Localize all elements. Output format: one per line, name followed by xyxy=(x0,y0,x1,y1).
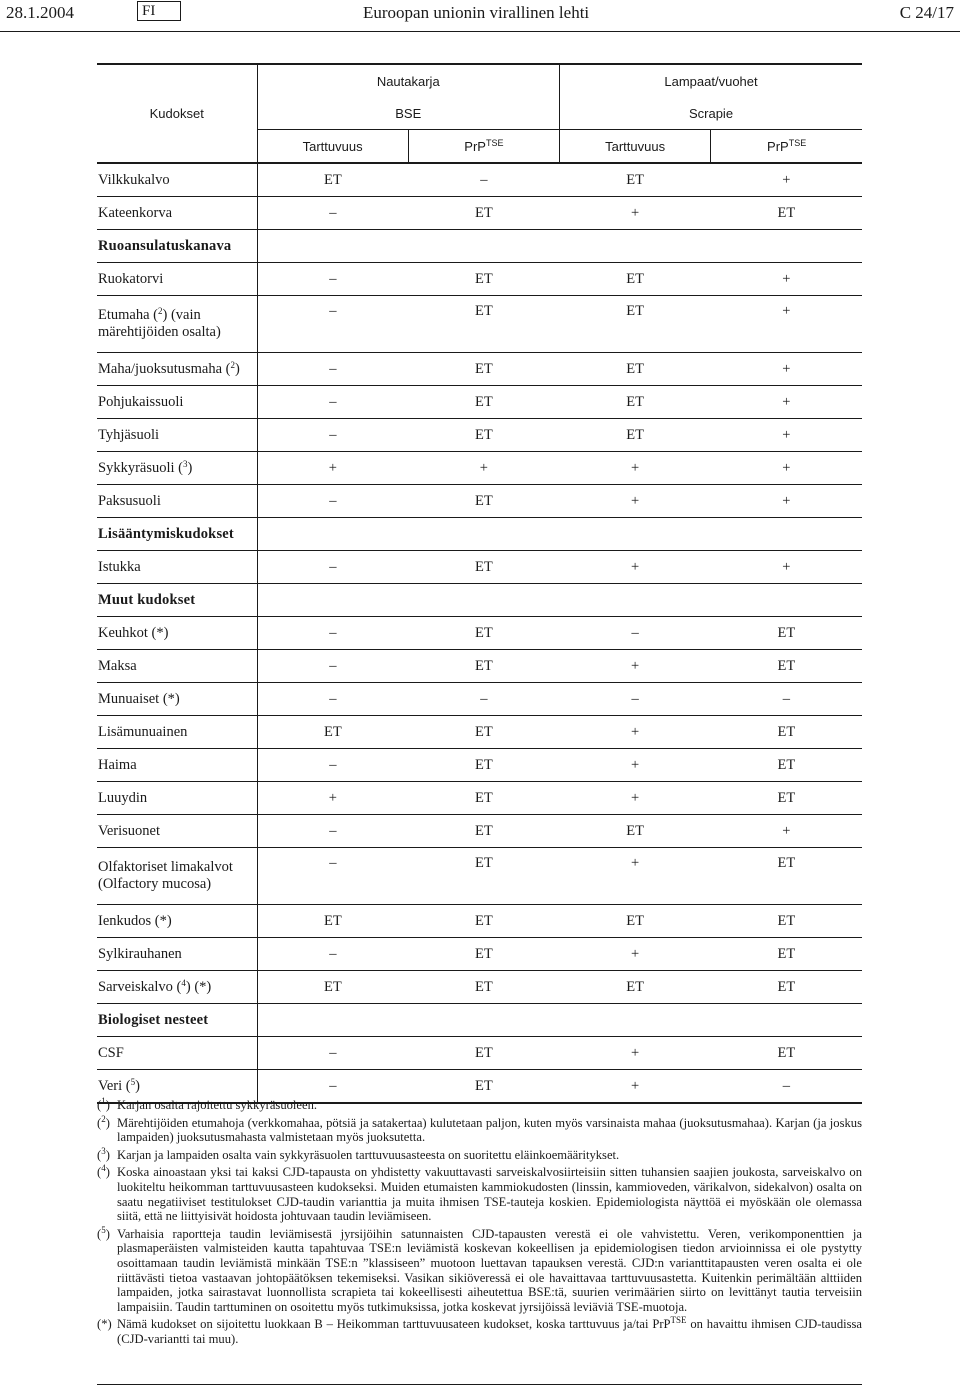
value-cell: ET xyxy=(408,782,559,815)
tissue-label: CSF xyxy=(97,1037,257,1070)
value-cell: + xyxy=(560,197,711,230)
empty-cell xyxy=(711,230,862,263)
footnote xyxy=(97,1317,862,1346)
tissue-label: Ruokatorvi xyxy=(97,263,257,296)
value-cell: – xyxy=(560,617,711,650)
tissue-label: Verisuonet xyxy=(97,815,257,848)
value-cell: – xyxy=(257,386,408,419)
tissue-label: Sarveiskalvo ($^4$) (*) xyxy=(97,971,257,1004)
table-row xyxy=(97,485,862,518)
value-cell: ET xyxy=(408,938,559,971)
empty-cell xyxy=(408,230,559,263)
value-cell: ET xyxy=(711,716,862,749)
value-cell: – xyxy=(257,263,408,296)
header-prp-sheep: PrP$^{TSE}$ xyxy=(711,130,862,164)
value-cell: ET xyxy=(257,716,408,749)
value-cell: + xyxy=(711,296,862,353)
value-cell: ET xyxy=(408,419,559,452)
value-cell: + xyxy=(560,485,711,518)
section-row xyxy=(97,230,862,263)
value-cell: + xyxy=(560,551,711,584)
footnote-marker: ($^5$) xyxy=(97,1224,110,1241)
value-cell: + xyxy=(711,263,862,296)
tissue-label: Maha/juoksutusmaha ($^2$) xyxy=(97,353,257,386)
value-cell: ET xyxy=(408,1037,559,1070)
value-cell: + xyxy=(711,163,862,197)
value-cell: ET xyxy=(408,296,559,353)
value-cell: ET xyxy=(711,617,862,650)
value-cell: – xyxy=(257,485,408,518)
footnote xyxy=(97,1098,862,1113)
tissue-label: Munuaiset (*) xyxy=(97,683,257,716)
value-cell: + xyxy=(560,1070,711,1104)
value-cell: – xyxy=(257,419,408,452)
section-row xyxy=(97,518,862,551)
value-cell: ET xyxy=(560,419,711,452)
value-cell: + xyxy=(560,848,711,905)
table-row xyxy=(97,551,862,584)
tissue-label: Lisämunuainen xyxy=(97,716,257,749)
section-row xyxy=(97,584,862,617)
table-row xyxy=(97,683,862,716)
value-cell: ET xyxy=(560,386,711,419)
value-cell: ET xyxy=(408,905,559,938)
empty-cell xyxy=(257,518,408,551)
value-cell: ET xyxy=(408,749,559,782)
footnote-text: Karjan ja lampaiden osalta vain sykkyräsuolen tarttuvuusasteesta on suoritettu eläinkoemääritykset. xyxy=(117,1147,620,1162)
footnotes xyxy=(97,1098,862,1350)
value-cell: ET xyxy=(408,551,559,584)
tissue-label: Etumaha ($^2$) (vain märehtijöiden osalta) xyxy=(97,296,257,353)
tissue-label: Sykkyräsuoli ($^3$) xyxy=(97,452,257,485)
value-cell: ET xyxy=(408,1070,559,1104)
table-row xyxy=(97,971,862,1004)
value-cell: – xyxy=(257,815,408,848)
table-row xyxy=(97,617,862,650)
table-row xyxy=(97,197,862,230)
value-cell: ET xyxy=(408,971,559,1004)
table-row xyxy=(97,716,862,749)
value-cell: ET xyxy=(560,353,711,386)
section-row xyxy=(97,1004,862,1037)
tissue-label: Tyhjäsuoli xyxy=(97,419,257,452)
value-cell: + xyxy=(257,782,408,815)
page-header xyxy=(0,0,960,30)
footnote-marker: ($^2$) xyxy=(97,1113,110,1130)
value-cell: ET xyxy=(711,905,862,938)
empty-cell xyxy=(711,518,862,551)
table-row xyxy=(97,650,862,683)
value-cell: ET xyxy=(408,353,559,386)
issue-date: 28.1.2004 xyxy=(6,3,74,22)
value-cell: + xyxy=(408,452,559,485)
value-cell: – xyxy=(257,617,408,650)
table-body xyxy=(97,163,862,1103)
value-cell: ET xyxy=(257,905,408,938)
table-row xyxy=(97,815,862,848)
value-cell: + xyxy=(711,485,862,518)
value-cell: + xyxy=(711,353,862,386)
value-cell: – xyxy=(257,551,408,584)
value-cell: ET xyxy=(711,650,862,683)
footnote xyxy=(97,1113,862,1145)
header-sheep: Lampaat/vuohet xyxy=(560,64,863,97)
value-cell: ET xyxy=(408,263,559,296)
tissue-label: Haima xyxy=(97,749,257,782)
value-cell: – xyxy=(257,683,408,716)
value-cell: – xyxy=(560,683,711,716)
empty-cell xyxy=(408,518,559,551)
value-cell: + xyxy=(711,419,862,452)
value-cell: ET xyxy=(560,263,711,296)
section-label: Lisääntymiskudokset xyxy=(97,518,257,551)
section-label: Biologiset nesteet xyxy=(97,1004,257,1037)
value-cell: + xyxy=(560,716,711,749)
empty-cell xyxy=(711,1004,862,1037)
tissue-label: Paksusuoli xyxy=(97,485,257,518)
empty-cell xyxy=(408,584,559,617)
table-row xyxy=(97,782,862,815)
value-cell: – xyxy=(408,683,559,716)
table-row xyxy=(97,386,862,419)
value-cell: ET xyxy=(408,617,559,650)
table-row xyxy=(97,938,862,971)
table-row xyxy=(97,419,862,452)
value-cell: ET xyxy=(408,197,559,230)
footnote-text: Märehtijöiden etumahoja (verkkomahaa, pötsiä ja satakertaa) kulutetaan paljon, kuten myös varsinaista mahaa (juoksutusmahaa). Karjan (ja joskus lampaiden) juoksutusmahasta valmistetaan myös juoksutetta. xyxy=(117,1115,862,1145)
value-cell: – xyxy=(257,296,408,353)
header-prp-cattle: PrP$^{TSE}$ xyxy=(408,130,559,164)
tissue-label: Olfaktoriset limakalvot (Olfactory mucosa) xyxy=(97,848,257,905)
header-infectivity-sheep: Tarttuvuus xyxy=(560,130,711,164)
value-cell: – xyxy=(711,1070,862,1104)
value-cell: + xyxy=(711,386,862,419)
page-number: C 24/17 xyxy=(899,3,954,22)
footnote xyxy=(97,1165,862,1223)
header-scrapie: Scrapie xyxy=(560,97,863,130)
value-cell: ET xyxy=(257,971,408,1004)
value-cell: ET xyxy=(257,163,408,197)
value-cell: ET xyxy=(408,650,559,683)
empty-cell xyxy=(560,518,711,551)
value-cell: – xyxy=(408,163,559,197)
footnote xyxy=(97,1224,862,1315)
table-row xyxy=(97,296,862,353)
value-cell: ET xyxy=(711,971,862,1004)
value-cell: ET xyxy=(560,971,711,1004)
tissue-infectivity-table xyxy=(97,63,862,1104)
header-rule xyxy=(0,31,960,32)
value-cell: ET xyxy=(408,386,559,419)
value-cell: ET xyxy=(560,163,711,197)
tissue-label: Veri ($^5$) xyxy=(97,1070,257,1104)
tissue-label: Luuydin xyxy=(97,782,257,815)
value-cell: – xyxy=(257,353,408,386)
footnote-marker: (*) xyxy=(97,1317,112,1332)
section-label: Muut kudokset xyxy=(97,584,257,617)
empty-cell xyxy=(257,584,408,617)
value-cell: – xyxy=(257,197,408,230)
empty-cell xyxy=(408,1004,559,1037)
table-row xyxy=(97,353,862,386)
tissue-label: Pohjukaissuoli xyxy=(97,386,257,419)
journal-title: Euroopan unionin virallinen lehti xyxy=(363,3,590,22)
empty-cell xyxy=(560,584,711,617)
value-cell: ET xyxy=(711,1037,862,1070)
header-bse: BSE xyxy=(257,97,560,130)
tissue-label: Keuhkot (*) xyxy=(97,617,257,650)
value-cell: + xyxy=(560,782,711,815)
value-cell: – xyxy=(257,650,408,683)
value-cell: + xyxy=(560,452,711,485)
table-row xyxy=(97,848,862,905)
value-cell: – xyxy=(257,749,408,782)
value-cell: + xyxy=(711,551,862,584)
footnote-text: Nämä kudokset on sijoitettu luokkaan B – Heikomman tarttuvuusateen kudokset, koska tarttuvuus ja/tai PrP$^{TSE}$ on havaittu ihmisen CJD-taudissa (CJD-variantti tai muu). xyxy=(117,1315,863,1346)
value-cell: – xyxy=(711,683,862,716)
tissue-label: Kateenkorva xyxy=(97,197,257,230)
empty-cell xyxy=(711,584,862,617)
footnote-marker: ($^4$) xyxy=(97,1163,110,1180)
value-cell: ET xyxy=(711,749,862,782)
bottom-rule xyxy=(97,1384,862,1385)
value-cell: ET xyxy=(408,848,559,905)
table-row xyxy=(97,1037,862,1070)
table-row xyxy=(97,452,862,485)
tissue-label: Istukka xyxy=(97,551,257,584)
value-cell: – xyxy=(257,848,408,905)
value-cell: + xyxy=(560,938,711,971)
tissue-label: Vilkkukalvo xyxy=(97,163,257,197)
table-row xyxy=(97,905,862,938)
value-cell: ET xyxy=(560,815,711,848)
footnote-text: Karjan osalta rajoitettu sykkyräsuoleen. xyxy=(117,1098,318,1112)
value-cell: ET xyxy=(408,485,559,518)
value-cell: + xyxy=(257,452,408,485)
value-cell: ET xyxy=(711,938,862,971)
value-cell: ET xyxy=(711,782,862,815)
value-cell: + xyxy=(711,452,862,485)
value-cell: ET xyxy=(408,815,559,848)
footnote-text: Koska ainoastaan yksi tai kaksi CJD-tapausta on yhdistetty vakuuttavasti sarveiskalvosiirteisiin sitten tuhansien saajien joukosta, sarveiskalvo on luokiteltu heikomman tarttuvuusasteen kudokseksi. Muiden etumaisten kammiokudosten (linssin, kammioveden, värikalvon, sidekalvon) osalta on saatu negatiiviset testitulokset CJD-taudin varianttia ja muita ihmisen TSE-tauteja koskien. Epidemiologista näyttöä ei myöskään ole olemassa siitä, että ne liittyisivät hoidosta johtuvaan taudin leviämiseen. xyxy=(117,1165,862,1224)
footnote-marker: ($^3$) xyxy=(97,1145,110,1162)
value-cell: ET xyxy=(711,197,862,230)
value-cell: ET xyxy=(560,905,711,938)
table-row xyxy=(97,263,862,296)
value-cell: + xyxy=(560,650,711,683)
footnote xyxy=(97,1145,862,1163)
value-cell: ET xyxy=(711,848,862,905)
value-cell: ET xyxy=(560,296,711,353)
table-row xyxy=(97,163,862,197)
value-cell: – xyxy=(257,1037,408,1070)
header-tissue: Kudokset xyxy=(97,64,257,163)
value-cell: + xyxy=(560,1037,711,1070)
value-cell: + xyxy=(711,815,862,848)
value-cell: ET xyxy=(408,716,559,749)
header-cattle: Nautakarja xyxy=(257,64,560,97)
empty-cell xyxy=(257,1004,408,1037)
footnote-marker: ($^1$) xyxy=(97,1096,110,1112)
language-box: FI xyxy=(137,1,181,21)
tissue-label: Maksa xyxy=(97,650,257,683)
empty-cell xyxy=(560,230,711,263)
section-label: Ruoansulatuskanava xyxy=(97,230,257,263)
tissue-label: Sylkirauhanen xyxy=(97,938,257,971)
empty-cell xyxy=(560,1004,711,1037)
value-cell: – xyxy=(257,938,408,971)
tissue-label: Ienkudos (*) xyxy=(97,905,257,938)
table-row xyxy=(97,749,862,782)
empty-cell xyxy=(257,230,408,263)
footnote-text: Varhaisia raportteja taudin leviämisestä jyrsijöihin satunnaisten CJD-tapausten verestä ei ole vahvistettu. Veren, verikomponenttien ja plasmaperäisten valmisteiden kautta tapahtuvaa TSE:n leviämistä koskevan kokeellisen ja epidemiologisen tiedon arvioinnissa ei ole pystytty osoittamaan taudin leviämistä minkään TSE:n ”klassiseen” muotoon luettavan tapauksen verestä. CJD:n varianttitapausten veren osalta ei ole riittävästi tietoa vastaavan johtopäätöksen tekemiseksi. Vasikan sikiöveressä ei ole havaittavaa tarttuvuusastetta. Kuitenkin perimältään alttiiden lampaiden, jotka sairastavat luonnollista scrapieta tai kokeellisesti aiheutettua BSE:tä, suurien verimäärien siirto on levittänyt tautia terveisiin lampaisiin. Taudin tarttuminen on osoitettu myös tutkimuksissa, jotka koskevat jyrsijöissä leviäviä TSE-muotoja. xyxy=(117,1226,862,1314)
value-cell: – xyxy=(257,1070,408,1104)
value-cell: + xyxy=(560,749,711,782)
header-infectivity-cattle: Tarttuvuus xyxy=(257,130,408,164)
